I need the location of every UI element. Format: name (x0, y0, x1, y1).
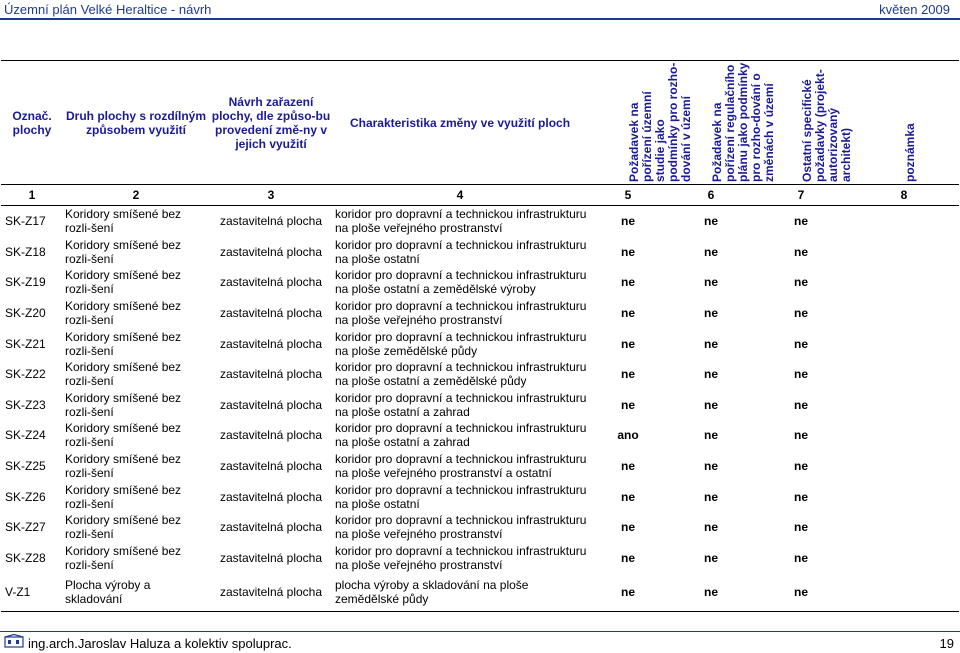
row-code: SK-Z17 (5, 214, 46, 229)
row-other-requirements: ne (793, 550, 808, 565)
table-header-row (1, 61, 959, 185)
col-number: 4 (333, 185, 587, 206)
row-note (849, 237, 959, 268)
row-characteristics: koridor pro dopravní a technickou infrastrukturu na ploše veřejného prostranství a ostatní (335, 452, 587, 481)
row-characteristics: plocha výroby a skladování na ploše zemědělské půdy (333, 573, 587, 612)
table-row (1, 451, 959, 482)
table-row (1, 267, 959, 298)
row-classification: zastavitelná plocha (219, 244, 323, 259)
row-code: SK-Z22 (5, 367, 46, 382)
table-row (1, 237, 959, 268)
row-study-required: ne (587, 573, 669, 612)
col-number: 2 (63, 185, 209, 206)
row-other-requirements: ne (793, 520, 808, 535)
row-note (849, 267, 959, 298)
row-code: SK-Z19 (5, 275, 46, 290)
col-header-regulation (669, 61, 776, 185)
row-classification: zastavitelná plocha (219, 459, 323, 474)
row-note (849, 328, 959, 359)
table-row (1, 573, 959, 612)
row-other-requirements: ne (793, 397, 808, 412)
col-number: 3 (209, 185, 333, 206)
row-other-requirements: ne (793, 275, 808, 290)
table-row (1, 481, 959, 512)
row-regulation-required: ne (669, 573, 753, 612)
row-regulation-required: ne (703, 550, 718, 565)
row-other-requirements: ne (793, 306, 808, 321)
row-study-required: ne (620, 336, 635, 351)
col-header-study (587, 61, 693, 185)
row-code: SK-Z18 (5, 244, 46, 259)
document-header (0, 0, 960, 22)
row-code: V-Z1 (1, 573, 63, 612)
table-row (1, 298, 959, 329)
row-area-type: Koridory smíšené bez rozli-šení (65, 237, 182, 266)
row-area-type: Koridory smíšené bez rozli-šení (65, 543, 182, 572)
row-characteristics: koridor pro dopravní a technickou infrastrukturu na ploše ostatní a zahrad (335, 421, 587, 450)
row-other-requirements: ne (793, 428, 808, 443)
row-study-required: ne (620, 459, 635, 474)
row-area-type: Koridory smíšené bez rozli-šení (65, 360, 182, 389)
row-area-type: Koridory smíšené bez rozli-šení (65, 207, 182, 236)
row-characteristics: koridor pro dopravní a technickou infrastrukturu na ploše ostatní a zemědělské půdy (335, 360, 587, 389)
table-row (1, 328, 959, 359)
col-header-note-text: poznámka (903, 123, 917, 182)
row-classification: zastavitelná plocha (219, 520, 323, 535)
header-rule (0, 18, 960, 20)
row-note (849, 481, 959, 512)
row-regulation-required: ne (703, 397, 718, 412)
row-classification: zastavitelná plocha (219, 397, 323, 412)
row-study-required: ne (620, 520, 635, 535)
col-number: 1 (1, 185, 63, 206)
row-regulation-required: ne (703, 214, 718, 229)
row-characteristics: koridor pro dopravní a technickou infrastrukturu na ploše veřejného prostranství (335, 513, 587, 542)
col-header-characteristics: Charakteristika změny ve využití ploch (333, 61, 587, 185)
row-code: SK-Z23 (5, 397, 46, 412)
col-header-area-type: Druh plochy s rozdílným způsobem využití (63, 61, 209, 185)
row-classification: zastavitelná plocha (219, 489, 323, 504)
row-characteristics: koridor pro dopravní a technickou infrastrukturu na ploše veřejného prostranství (335, 299, 587, 328)
row-area-type: Koridory smíšené bez rozli-šení (65, 299, 182, 328)
row-area-type: Koridory smíšené bez rozli-šení (65, 268, 182, 297)
row-classification: zastavitelná plocha (219, 428, 323, 443)
col-number: 6 (669, 185, 753, 206)
footer-author: ing.arch.Jaroslav Haluza a kolektiv spoluprac. (28, 636, 292, 651)
row-classification: zastavitelná plocha (219, 306, 323, 321)
row-study-required: ne (620, 244, 635, 259)
col-header-note (849, 61, 959, 185)
col-header-classification: Návrh zařazení plochy, dle způso-bu provedení změ-ny v jejich využití (209, 61, 333, 185)
row-study-required: ne (620, 214, 635, 229)
row-other-requirements: ne (793, 489, 808, 504)
row-code: SK-Z26 (5, 489, 46, 504)
row-regulation-required: ne (703, 367, 718, 382)
row-note (849, 298, 959, 329)
row-study-required: ne (620, 397, 635, 412)
column-number-row (1, 185, 959, 206)
row-study-required: ne (620, 275, 635, 290)
row-regulation-required: ne (703, 428, 718, 443)
row-classification: zastavitelná plocha (209, 573, 333, 612)
row-other-requirements: ne (793, 244, 808, 259)
row-area-type: Koridory smíšené bez rozli-šení (65, 421, 182, 450)
row-other-requirements: ne (793, 367, 808, 382)
row-study-required: ne (620, 367, 635, 382)
row-area-type: Koridory smíšené bez rozli-šení (65, 452, 182, 481)
row-study-required: ne (620, 306, 635, 321)
row-characteristics: koridor pro dopravní a technickou infrastrukturu na ploše ostatní a zemědělské výroby (335, 268, 587, 297)
row-regulation-required: ne (703, 306, 718, 321)
footer-rule (0, 631, 960, 632)
row-area-type: Koridory smíšené bez rozli-šení (65, 390, 182, 419)
row-characteristics: koridor pro dopravní a technickou infrastrukturu na ploše zemědělské půdy (335, 329, 587, 358)
col-header-other (753, 61, 853, 185)
row-regulation-required: ne (703, 489, 718, 504)
row-note (849, 390, 959, 421)
row-area-type: Koridory smíšené bez rozli-šení (65, 482, 182, 511)
building-logo-icon (4, 634, 24, 648)
row-characteristics: koridor pro dopravní a technickou infrastrukturu na ploše veřejného prostranství (335, 207, 587, 236)
document-title: Územní plán Velké Heraltice - návrh (4, 2, 212, 17)
row-classification: zastavitelná plocha (219, 367, 323, 382)
document-date: květen 2009 (879, 2, 950, 17)
row-other-requirements: ne (753, 573, 849, 612)
row-code: SK-Z20 (5, 306, 46, 321)
row-note (849, 420, 959, 451)
row-classification: zastavitelná plocha (219, 550, 323, 565)
row-study-required: ano (617, 428, 639, 443)
row-regulation-required: ne (703, 336, 718, 351)
col-number: 7 (753, 185, 849, 206)
row-note (849, 451, 959, 482)
row-study-required: ne (620, 489, 635, 504)
col-header-code: Označ. plochy (1, 61, 63, 185)
row-area-type: Plocha výroby a skladování (63, 573, 209, 612)
row-regulation-required: ne (703, 520, 718, 535)
row-note (849, 543, 959, 574)
table-row (1, 390, 959, 421)
row-note (849, 359, 959, 390)
row-characteristics: koridor pro dopravní a technickou infrastrukturu na ploše ostatní (335, 237, 587, 266)
col-header-study-text: Požadavek na pořízení územní studie jako podmínky pro rozho-dování v území (627, 62, 693, 182)
row-note (849, 206, 959, 237)
row-characteristics: koridor pro dopravní a technickou infrastrukturu na ploše ostatní a zahrad (335, 390, 587, 419)
row-characteristics: koridor pro dopravní a technickou infrastrukturu na ploše ostatní (335, 482, 587, 511)
row-code: SK-Z24 (5, 428, 46, 443)
col-header-regulation-text: Požadavek na pořízení regulačního plánu jako podmínky pro rozho-dování o změnách v území (710, 62, 776, 182)
zoning-table (1, 60, 959, 612)
row-classification: zastavitelná plocha (219, 336, 323, 351)
row-characteristics: koridor pro dopravní a technickou infrastrukturu na ploše veřejného prostranství (335, 543, 587, 572)
table-row (1, 420, 959, 451)
row-area-type: Koridory smíšené bez rozli-šení (65, 329, 182, 358)
col-number: 5 (587, 185, 669, 206)
row-regulation-required: ne (703, 244, 718, 259)
row-code: SK-Z25 (5, 459, 46, 474)
table-row (1, 512, 959, 543)
page-number: 19 (939, 636, 954, 651)
table-row (1, 359, 959, 390)
table-row (1, 543, 959, 574)
col-header-other-text: Ostatní specifické požadavky (projekt- autorizovaný architekt) (800, 69, 853, 182)
row-classification: zastavitelná plocha (219, 275, 323, 290)
row-other-requirements: ne (793, 459, 808, 474)
row-code: SK-Z27 (5, 520, 46, 535)
col-number: 8 (849, 185, 959, 206)
row-other-requirements: ne (793, 336, 808, 351)
row-note (849, 512, 959, 543)
row-area-type: Koridory smíšené bez rozli-šení (65, 513, 182, 542)
row-other-requirements: ne (793, 214, 808, 229)
table-row (1, 206, 959, 237)
row-regulation-required: ne (703, 459, 718, 474)
row-note (849, 573, 959, 612)
row-code: SK-Z28 (5, 550, 46, 565)
row-code: SK-Z21 (5, 336, 46, 351)
row-study-required: ne (620, 550, 635, 565)
row-regulation-required: ne (703, 275, 718, 290)
row-classification: zastavitelná plocha (219, 214, 323, 229)
